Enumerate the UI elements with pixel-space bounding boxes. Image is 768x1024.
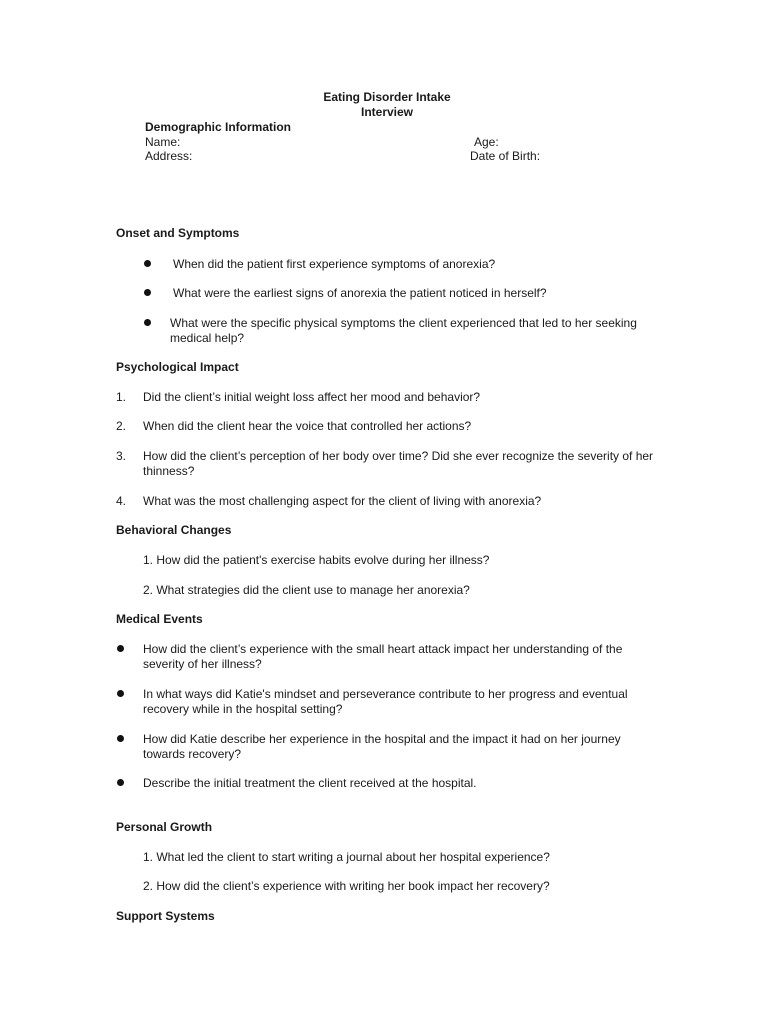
medical-item-1-line1: How did the client’s experience with the small heart attack impact her understanding of the [143, 642, 623, 656]
medical-item-3-line2: towards recovery? [143, 747, 242, 761]
behavioral-item-2: 2. What strategies did the client use to manage her anorexia? [143, 583, 470, 597]
growth-item-2: 2. How did the client’s experience with writing her book impact her recovery? [143, 879, 550, 893]
demographic-heading: Demographic Information [145, 120, 292, 134]
document-title-line2: Interview [360, 105, 414, 119]
name-label: Name: [145, 135, 181, 149]
dob-label: Date of Birth: [470, 149, 541, 163]
onset-item-3-line1: What were the specific physical symptoms the client experienced that led to her seeking [170, 316, 637, 330]
bullet-icon [117, 779, 124, 786]
medical-heading: Medical Events [116, 612, 203, 626]
bullet-icon [117, 690, 124, 697]
psych-item-4: What was the most challenging aspect for the client of living with anorexia? [143, 494, 542, 508]
psych-item-1: Did the client’s initial weight loss affect her mood and behavior? [143, 390, 481, 404]
medical-item-4: Describe the initial treatment the client received at the hospital. [143, 776, 477, 790]
bullet-icon [117, 735, 124, 742]
bullet-icon [117, 645, 124, 652]
support-heading: Support Systems [116, 909, 215, 923]
onset-item-2: What were the earliest signs of anorexia the patient noticed in herself? [173, 286, 547, 300]
bullet-icon [144, 260, 151, 267]
medical-item-3-line1: How did Katie describe her experience in the hospital and the impact it had on her journey [143, 732, 621, 746]
document-title-line1: Eating Disorder Intake [323, 90, 451, 104]
psych-item-number: 1. [116, 390, 127, 404]
onset-item-1: When did the patient first experience symptoms of anorexia? [173, 257, 496, 271]
growth-heading: Personal Growth [116, 820, 213, 834]
psych-item-3-line2: thinness? [143, 464, 195, 478]
address-label: Address: [145, 149, 193, 163]
psych-item-number: 4. [116, 494, 127, 508]
medical-item-2-line1: In what ways did Katie's mindset and perseverance contribute to her progress and eventual [143, 687, 628, 701]
onset-item-3-line2: medical help? [170, 331, 245, 345]
onset-heading: Onset and Symptoms [116, 226, 240, 240]
growth-item-1: 1. What led the client to start writing a journal about her hospital experience? [143, 850, 550, 864]
psych-item-2: When did the client hear the voice that controlled her actions? [143, 419, 472, 433]
bullet-icon [144, 289, 151, 296]
age-label: Age: [474, 135, 499, 149]
psych-item-number: 3. [116, 449, 127, 463]
behavioral-heading: Behavioral Changes [116, 523, 232, 537]
psych-heading: Psychological Impact [116, 360, 239, 374]
bullet-icon [144, 319, 151, 326]
medical-item-2-line2: recovery while in the hospital setting? [143, 702, 343, 716]
psych-item-3-line1: How did the client’s perception of her body over time? Did she ever recognize the severity of her [143, 449, 654, 463]
psych-item-number: 2. [116, 419, 127, 433]
medical-item-1-line2: severity of her illness? [143, 657, 262, 671]
behavioral-item-1: 1. How did the patient's exercise habits evolve during her illness? [143, 553, 490, 567]
